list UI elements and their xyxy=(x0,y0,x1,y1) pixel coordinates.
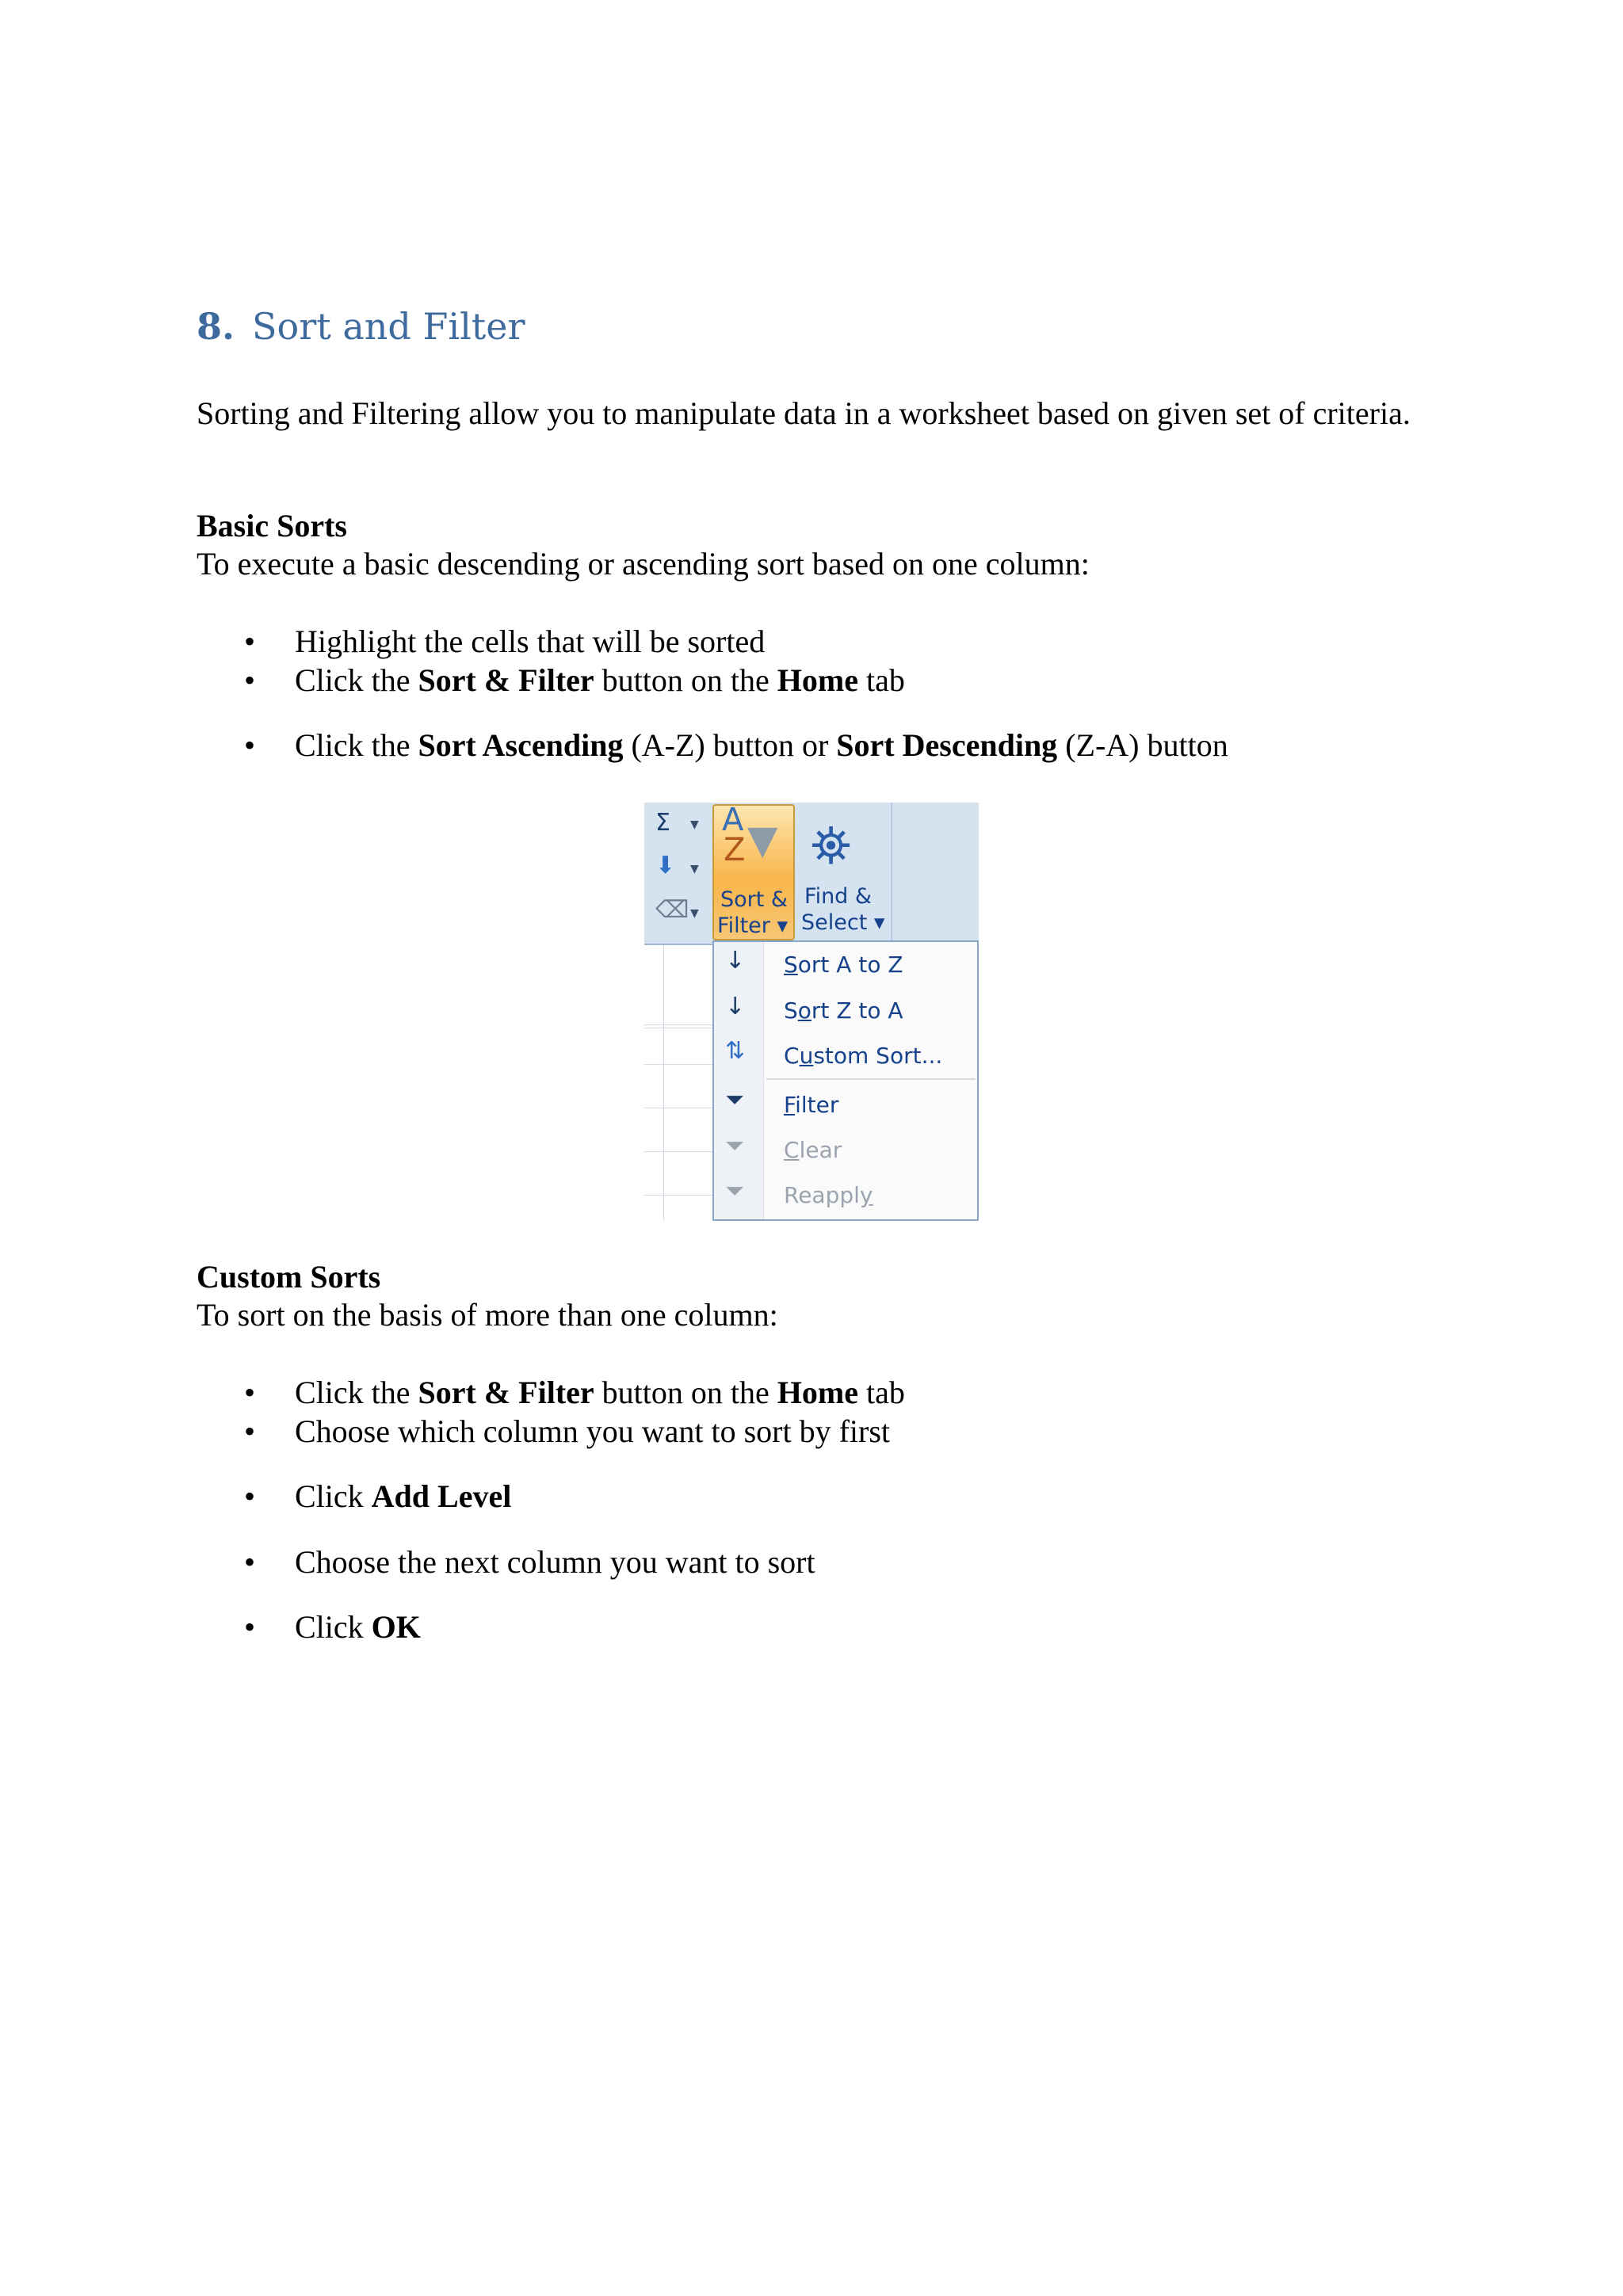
bullet-bold-text: Sort & Filter xyxy=(418,1375,594,1410)
custom-bullet-3 xyxy=(295,1478,511,1516)
bullet-bold-text: Sort Ascending xyxy=(418,727,624,763)
sort-filter-button[interactable] xyxy=(712,804,795,940)
section-title: Sort and Filter xyxy=(252,305,525,348)
sort-za-glyph: Z xyxy=(724,832,746,868)
bullet-text: Choose the next column you want to sort xyxy=(295,1544,815,1580)
bullet-text: Highlight the cells that will be sorted xyxy=(295,624,766,659)
filter-icon: ⏷ xyxy=(725,1086,744,1114)
bullet-bold-text: Home xyxy=(777,1375,858,1410)
basic-bullet-3 xyxy=(295,727,1228,765)
bullet-text: Click the xyxy=(295,727,418,763)
bullet-text: Click xyxy=(295,1478,372,1514)
bullet-text: button on the xyxy=(594,1375,777,1410)
section-heading xyxy=(197,303,525,350)
sort-filter-menu xyxy=(712,940,979,1221)
clear-filter-icon: ⏷ xyxy=(725,1132,744,1160)
bullet-marker: • xyxy=(244,1413,256,1449)
bullet-text: Click xyxy=(295,1609,372,1645)
bullet-marker: • xyxy=(244,1375,256,1410)
bullet-text: Choose which column you want to sort by first xyxy=(295,1413,891,1449)
worksheet-grid xyxy=(644,944,712,1221)
bullet-marker: • xyxy=(244,1609,256,1645)
bullet-text: Click the xyxy=(295,1375,418,1410)
bullet-marker: • xyxy=(244,624,256,659)
bullet-marker: • xyxy=(244,727,256,763)
chevron-down-icon[interactable]: ▼ xyxy=(690,818,699,831)
bullet-text: tab xyxy=(857,1375,905,1410)
sort-az-glyph: A xyxy=(722,803,744,838)
reapply-filter-icon: ⏷ xyxy=(725,1177,744,1205)
ribbon-separator xyxy=(891,803,892,942)
menu-item-filter[interactable]: Filter xyxy=(784,1092,839,1118)
custom-sorts-block xyxy=(197,1258,1433,1334)
menu-item-sort-a-to-z[interactable]: Sort A to Z xyxy=(784,952,903,978)
bullet-text: button on the xyxy=(594,662,777,698)
bullet-text: Click the xyxy=(295,662,418,698)
chevron-down-icon[interactable]: ▼ xyxy=(690,907,699,920)
menu-item-sort-z-to-a[interactable]: Sort Z to A xyxy=(784,997,903,1024)
bullet-bold-text: Sort Descending xyxy=(836,727,1058,763)
sort-filter-label-1: Sort & xyxy=(720,887,788,912)
bullet-bold-text: Add Level xyxy=(371,1478,512,1514)
basic-sorts-block xyxy=(197,507,1433,583)
bullet-bold-text: OK xyxy=(371,1609,421,1645)
bullet-text: (A-Z) button or xyxy=(623,727,837,763)
basic-sorts-lead: To execute a basic descending or ascending sort based on one column: xyxy=(197,546,1090,582)
find-select-label-2[interactable]: Select ▾ xyxy=(801,910,885,935)
custom-bullet-1 xyxy=(295,1374,905,1412)
fill-down-icon[interactable]: ⬇ xyxy=(655,852,676,879)
custom-sorts-title: Custom Sorts xyxy=(197,1259,381,1295)
basic-sorts-title: Basic Sorts xyxy=(197,508,347,543)
sort-ascending-icon: ↓ xyxy=(725,947,746,974)
sigma-icon[interactable]: Σ xyxy=(655,809,670,837)
sort-descending-icon: ↓ xyxy=(725,993,746,1020)
basic-bullet-2 xyxy=(295,662,905,700)
sort-filter-label-2: Filter ▾ xyxy=(717,913,789,938)
section-number: 8. xyxy=(197,305,235,348)
bullet-text: tab xyxy=(857,662,905,698)
chevron-down-icon[interactable]: ▼ xyxy=(690,863,699,875)
custom-sorts-lead: To sort on the basis of more than one column: xyxy=(197,1297,778,1333)
custom-sort-icon: ⇅ xyxy=(725,1037,746,1065)
custom-bullet-2 xyxy=(295,1413,890,1451)
bullet-marker: • xyxy=(244,1478,256,1514)
bullet-marker: • xyxy=(244,1544,256,1580)
bullet-bold-text: Sort & Filter xyxy=(418,662,594,698)
binoculars-icon[interactable]: ⛯ xyxy=(811,817,852,875)
basic-bullet-1 xyxy=(295,623,765,661)
menu-item-reapply[interactable]: Reapply xyxy=(784,1182,873,1208)
custom-bullet-4 xyxy=(295,1543,815,1581)
bullet-bold-text: Home xyxy=(777,662,858,698)
custom-bullet-5 xyxy=(295,1608,421,1646)
bullet-text: (Z-A) button xyxy=(1057,727,1228,763)
bullet-marker: • xyxy=(244,662,256,698)
intro-paragraph: Sorting and Filtering allow you to manipulate data in a worksheet based on given set of criteria. xyxy=(197,395,1411,431)
sort-filter-icon: ▼ xyxy=(747,817,778,863)
eraser-icon[interactable]: ⌫ xyxy=(655,896,689,924)
menu-item-clear[interactable]: Clear xyxy=(784,1137,842,1163)
find-select-label-1[interactable]: Find & xyxy=(804,884,872,909)
menu-item-custom-sort[interactable]: Custom Sort... xyxy=(784,1043,943,1069)
sort-filter-screenshot xyxy=(644,803,979,1221)
